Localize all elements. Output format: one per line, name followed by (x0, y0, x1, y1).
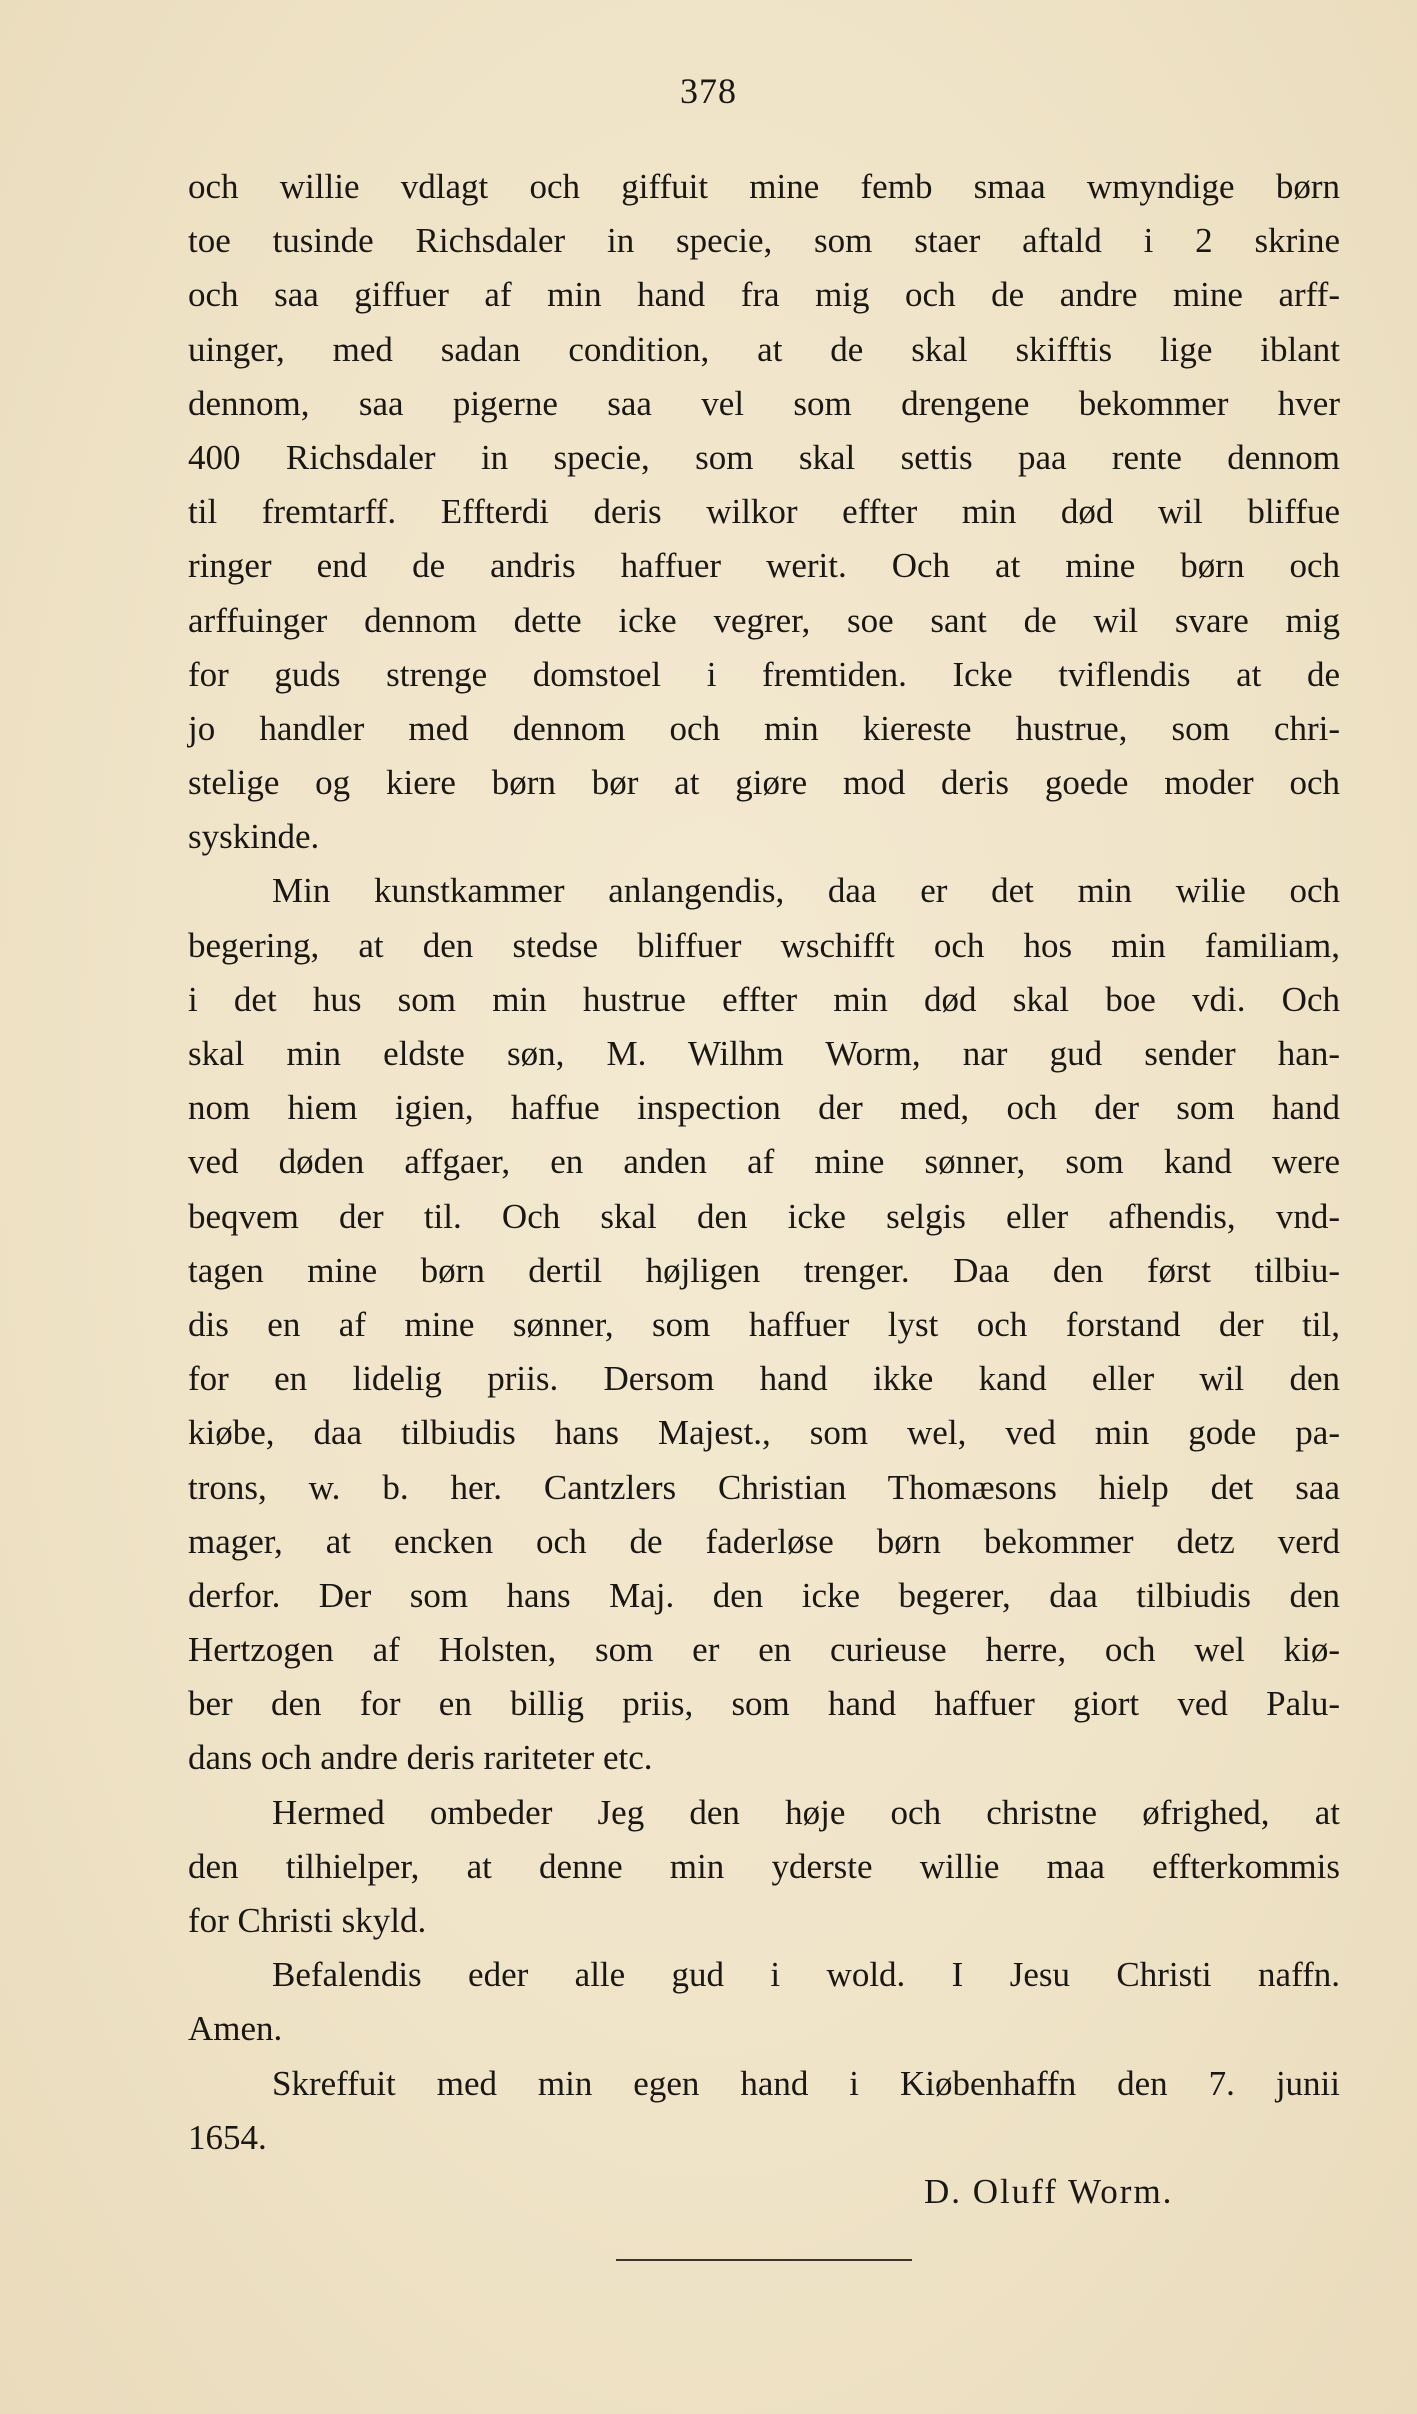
text-line: i det hus som min hustrue effter min død skal boe vdi. Och (188, 979, 1340, 1019)
text-line: dennom, saa pigerne saa vel som drengene bekommer hver (188, 383, 1340, 423)
text-line: beqvem der til. Och skal den icke selgis eller afhendis, vnd- (188, 1196, 1340, 1236)
signature: D. Oluff Worm. (924, 2171, 1174, 2211)
text-line: Amen. (188, 2009, 283, 2049)
text-line: 1654. (188, 2117, 267, 2157)
text-line: ringer end de andris haffuer werit. Och at mine børn och (188, 546, 1340, 586)
text-line: for guds strenge domstoel i fremtiden. Icke tviflendis at de (188, 654, 1340, 694)
paragraph-start-line: Hermed ombeder Jeg den høje och christne øfrighed, at (272, 1792, 1340, 1832)
text-line: dis en af mine sønner, som haffuer lyst och forstand der til, (188, 1304, 1340, 1344)
text-line: stelige og kiere børn bør at giøre mod deris goede moder och (188, 763, 1340, 803)
text-line: och saa giffuer af min hand fra mig och de andre mine arff- (188, 275, 1340, 315)
body-text (188, 160, 1340, 2219)
text-line: til fremtarff. Effterdi deris wilkor effter min død wil bliffue (188, 492, 1340, 532)
text-line: arffuinger dennom dette icke vegrer, soe sant de wil svare mig (188, 600, 1340, 640)
text-line: nom hiem igien, haffue inspection der med, och der som hand (188, 1088, 1340, 1128)
text-line: och willie vdlagt och giffuit mine femb smaa wmyndige børn (188, 167, 1340, 206)
paragraph-start-line: Befalendis eder alle gud i wold. I Jesu Christi naffn. (272, 1955, 1340, 1995)
paragraph-start-line: Min kunstkammer anlangendis, daa er det min wilie och (272, 871, 1340, 911)
text-line: jo handler med dennom och min kiereste hustrue, som chri- (188, 708, 1340, 748)
text-line: begering, at den stedse bliffuer wschifft och hos min familiam, (188, 925, 1340, 965)
text-line: ber den for en billig priis, som hand haffuer giort ved Palu- (188, 1684, 1340, 1724)
text-line: Hertzogen af Holsten, som er en curieuse herre, och wel kiø- (188, 1630, 1340, 1670)
text-line: toe tusinde Richsdaler in specie, som staer aftald i 2 skrine (188, 221, 1340, 261)
text-line: syskinde. (188, 817, 320, 857)
text-line: uinger, med sadan condition, at de skal skifftis lige iblant (188, 329, 1340, 369)
text-line: 400 Richsdaler in specie, som skal settis paa rente dennom (188, 437, 1340, 477)
text-line: den tilhielper, at denne min yderste willie maa effterkommis (188, 1846, 1340, 1886)
text-line: dans och andre deris rariteter etc. (188, 1738, 653, 1778)
text-line: ved døden affgaer, en anden af mine sønner, som kand were (188, 1142, 1340, 1182)
text-line: kiøbe, daa tilbiudis hans Majest., som wel, ved min gode pa- (188, 1413, 1340, 1453)
text-line: for en lidelig priis. Dersom hand ikke kand eller wil den (188, 1359, 1340, 1399)
text-line: skal min eldste søn, M. Wilhm Worm, nar gud sender han- (188, 1034, 1340, 1073)
text-line: tagen mine børn dertil højligen trenger. Daa den først tilbiu- (188, 1250, 1340, 1290)
closing-rule (616, 2259, 912, 2261)
paragraph-start-line: Skreffuit med min egen hand i Kiøbenhaffn den 7. junii (272, 2063, 1340, 2103)
text-line: trons, w. b. her. Cantzlers Christian Thomæsons hielp det saa (188, 1467, 1340, 1507)
page-number: 378 (680, 71, 737, 111)
text-line: for Christi skyld. (188, 1901, 427, 1940)
text-line: mager, at encken och de faderløse børn bekommer detz verd (188, 1521, 1340, 1561)
text-line: derfor. Der som hans Maj. den icke begerer, daa tilbiudis den (188, 1575, 1340, 1615)
